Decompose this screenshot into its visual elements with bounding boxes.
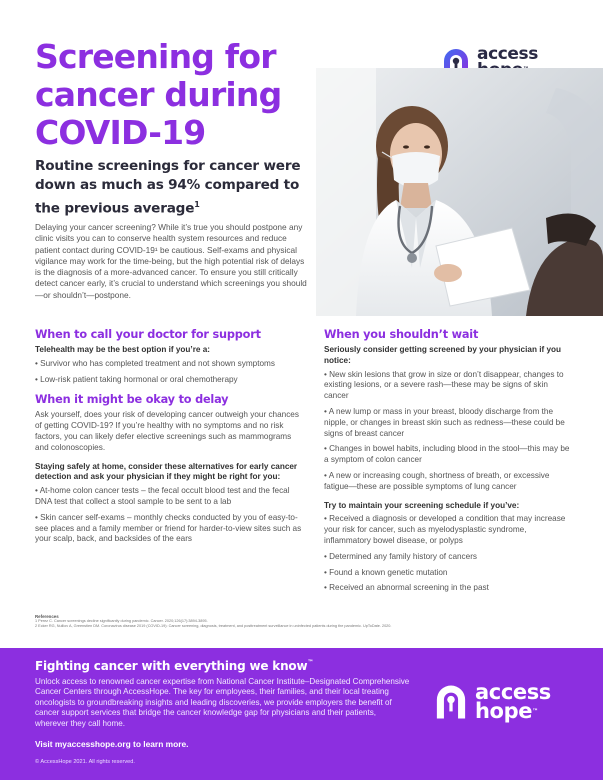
warning-signs-list [324,370,574,493]
reference-item: 2 Ecker RG, Nulliov A, Greenstien DM. Coronavirus disease 2019 (COVID-19): Cancer screening, diagnosis, treatment, and posttreatment surveillance in uninfected patients during the pandemic. UpToDate. 2020. [35,624,392,628]
reference-item: 1 Perez C. Cancer screenings decline significantly during pandemic. Cancer. 2020;126(17):3894-3895. [35,619,208,623]
references-heading: References [35,614,59,619]
footer-accesshope-logo [432,682,551,722]
right-column [324,328,574,599]
left-column [35,328,303,550]
accesshope-mark-icon [432,682,470,722]
footer-cta-link[interactable]: Visit myaccesshope.org to learn more. [35,739,189,749]
section-lead: Seriously consider getting screened by your physician if you notice: [324,345,562,365]
list-item: • Low-risk patient taking hormonal or oral chemotherapy [35,374,238,384]
maintain-schedule-list [324,514,574,594]
section-heading-call-doctor: When to call your doctor for support [35,328,261,341]
section-heading-should-not-wait: When you shouldn’t wait [324,328,479,341]
page-title: Screening for cancer during COVID-19 [35,37,282,152]
intro-paragraph: Delaying your cancer screening? While it’s true you should postpone any clinic visits you can to conserve health system resources and reduce patient contact during COVID-19¹ be cautious. Self-exams and physical vigilance may work for the time-being, but the high potential risk of delays is the diagnosis of a more-advanced cancer. To ensure you still critically detect cancer early, it’s crucial to understand which screenings you should—or shouldn’t—postpone. [35,222,307,300]
call-doctor-list [35,359,303,386]
section-lead: Staying safely at home, consider these alternatives for early cancer detection and ask your physician if they might be right for you: [35,461,298,482]
list-item: • Determined any family history of cancers [324,551,478,561]
page-subtitle: Routine screenings for cancer were down as much as 94% compared to the previous average$^1$ [35,158,301,217]
footer-banner [0,648,603,780]
list-item: • New skin lesions that grow in size or don’t disappear, changes to existing lesions, or a severe rash—these may be signs of skin cancer [324,369,564,401]
list-item: • Received a diagnosis or developed a condition that may increase your risk for cancer, such as myelodysplastic syndrome, inflammatory bowel disease, or polyps [324,514,566,545]
list-item: • Found a known genetic mutation [324,567,448,577]
list-item: • A new lump or mass in your breast, bloody discharge from the nipple, or changes in breast skin such as redness—these could be signs of breast cancer [324,406,565,438]
list-item: • Changes in bowel habits, including blood in the stool—this may be a symptom of colon cancer [324,444,570,465]
list-item: • At-home colon cancer tests – the fecal occult blood test and the fecal DNA test that collect a stool sample to be sent to a lab [35,486,290,506]
list-item: • Received an abnormal screening in the past [324,583,489,593]
section-lead: Try to maintain your screening schedule if you’ve: [324,500,520,510]
copyright: © AccessHope 2021. All rights reserved. [35,759,135,765]
footer-body: Unlock access to renowned cancer expertise from National Cancer Institute–Designated Comprehensive Cancer Centers through AccessHope. The key for employees, their families, and their local treating oncologists to groundbreaking insights and leading discoveries, we provide employers the benefit of cancer support services that bridge the cancer knowledge gap for physicians and their patients, wherever they call home. [35,677,410,728]
footer-logo-wordmark: access hope™ [475,680,551,723]
references [35,614,575,629]
section-heading-okay-to-delay: When it might be okay to delay [35,393,229,407]
list-item: • Survivor who has completed treatment and not shown symptoms [35,358,275,368]
section-lead: Telehealth may be the best option if you’re a: [35,345,210,354]
list-item: • A new or increasing cough, shortness of breath, or excessive fatigue—these are possible symptoms of lung cancer [324,470,550,491]
list-item: • Skin cancer self-exams – monthly checks conducted by you of easy-to-see places and a family member or friend for harder-to-view sites such as your scalp, back, and backsides of the ears [35,512,302,544]
section-paragraph: Ask yourself, does your risk of developing cancer outweigh your chances of getting COVID-19? If you’re healthy with no symptoms and no risk factors, you can likely defer elective screenings such as mammograms and colonoscopies. [35,410,299,452]
doctor-photo [316,68,603,316]
logo-wordmark: access [477,44,538,64]
footer-heading: Fighting cancer with everything we know™ [35,659,314,673]
delay-alternatives-list [35,486,303,545]
